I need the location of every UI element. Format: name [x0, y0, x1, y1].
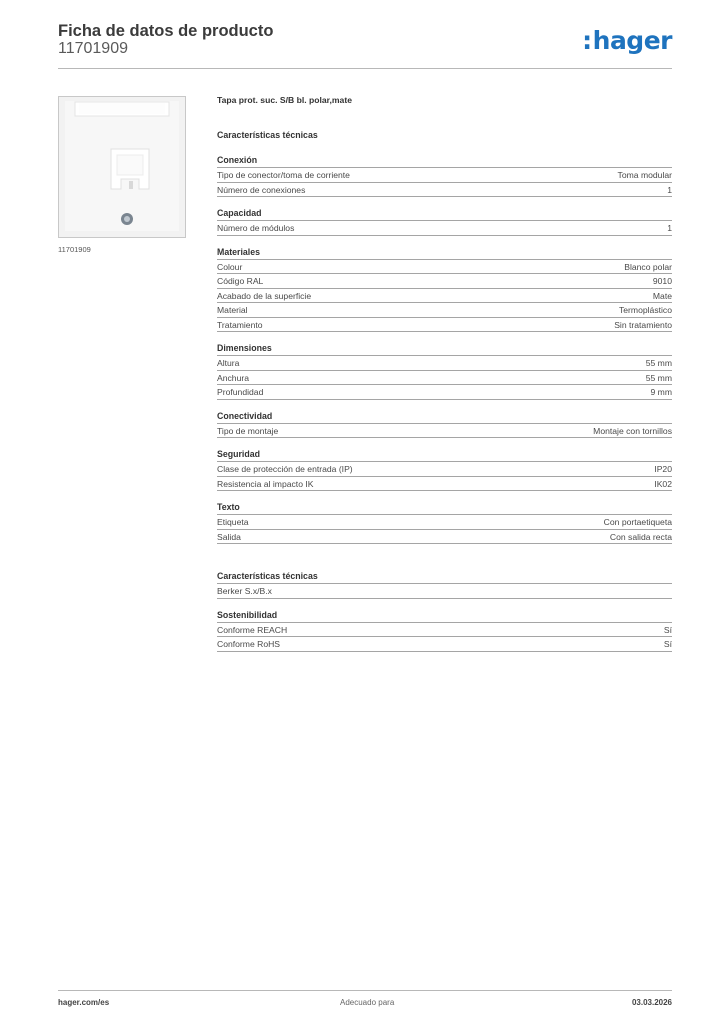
spec-label: Berker S.x/B.x — [217, 586, 272, 596]
product-name: Tapa prot. suc. S/B bl. polar,mate — [217, 95, 352, 105]
spec-label: Código RAL — [217, 276, 264, 286]
spec-row — [217, 370, 672, 385]
footer-date: 03.03.2026 — [631, 998, 672, 1007]
spec-row — [217, 259, 672, 274]
section-title: Texto — [217, 502, 240, 512]
page-title: Ficha de datos de producto — [58, 22, 274, 40]
spec-section — [217, 154, 672, 197]
technical-heading: Características técnicas — [217, 130, 318, 140]
spec-label: Número de conexiones — [217, 184, 306, 195]
spec-label: Conforme REACH — [217, 624, 288, 635]
spec-row — [217, 273, 672, 288]
spec-row — [217, 636, 672, 651]
section-title: Materiales — [217, 246, 261, 257]
spec-value: 9 mm — [650, 387, 672, 397]
spec-label: Etiqueta — [217, 517, 249, 527]
spec-value: 1 — [667, 184, 672, 195]
spec-row — [217, 317, 672, 332]
spec-label: Tipo de montaje — [217, 425, 279, 436]
spec-label: Altura — [217, 358, 240, 368]
spec-label: Acabado de la superficie — [217, 290, 312, 301]
spec-row — [217, 288, 672, 303]
spec-label: Conforme RoHS — [217, 639, 281, 649]
spec-value: Con portaetiqueta — [603, 517, 672, 527]
spec-row — [217, 461, 672, 476]
spec-row — [217, 384, 672, 399]
spec-section — [217, 448, 672, 491]
spec-value: 1 — [667, 223, 672, 233]
hager-logo: :hager — [582, 26, 672, 55]
spec-value: Sin tratamiento — [614, 319, 672, 330]
spec-label: Colour — [217, 261, 243, 272]
spec-value: Sí — [663, 639, 672, 649]
spec-value: Toma modular — [617, 170, 672, 180]
spec-section — [217, 246, 672, 333]
section-title: Características técnicas — [217, 571, 318, 581]
footer-divider — [58, 990, 672, 991]
spec-label: Salida — [217, 531, 241, 542]
section-title: Sostenibilidad — [217, 609, 278, 620]
spec-row — [217, 182, 672, 197]
spec-rows — [217, 220, 672, 236]
spec-label: Profundidad — [217, 387, 264, 397]
spec-value: Termoplástico — [618, 305, 672, 315]
spec-section — [217, 207, 672, 236]
spec-section — [217, 342, 672, 400]
spec-value: Con salida recta — [609, 531, 672, 542]
spec-row — [217, 622, 672, 637]
spec-label: Tratamiento — [217, 319, 263, 330]
spec-sections — [217, 154, 672, 652]
spec-row — [217, 529, 672, 544]
spec-rows — [217, 167, 672, 197]
spec-row — [217, 514, 672, 529]
spec-row — [217, 423, 672, 438]
spec-value: Sí — [663, 624, 672, 635]
logo-text: hager — [592, 26, 672, 55]
spec-label: Tipo de conector/toma de corriente — [217, 170, 350, 180]
section-title: Conectividad — [217, 410, 273, 421]
section-title: Conexión — [217, 155, 258, 165]
spec-label: Anchura — [217, 372, 250, 383]
header-divider — [58, 68, 672, 69]
section-title: Capacidad — [217, 208, 262, 218]
spec-row — [217, 302, 672, 317]
spec-rows — [217, 514, 672, 544]
spec-section — [217, 410, 672, 439]
spec-row — [217, 583, 672, 598]
footer-suitable: Adecuado para — [340, 998, 395, 1007]
spec-value: IK02 — [654, 478, 672, 489]
spec-row — [217, 355, 672, 370]
spec-rows — [217, 461, 672, 491]
product-image — [58, 96, 186, 238]
spec-label: Número de módulos — [217, 223, 295, 233]
spec-rows — [217, 423, 672, 439]
spec-value: 9010 — [652, 276, 672, 286]
spec-value: Blanco polar — [624, 261, 672, 272]
spec-section — [217, 501, 672, 544]
product-details — [217, 95, 672, 662]
spec-value: 55 mm — [645, 372, 672, 383]
product-code: 11701909 — [58, 40, 128, 57]
spec-rows — [217, 622, 672, 652]
footer-website: hager.com/es — [58, 998, 110, 1007]
spec-row — [217, 220, 672, 235]
spec-label: Clase de protección de entrada (IP) — [217, 464, 353, 474]
spec-label: Material — [217, 305, 248, 315]
section-gap — [217, 554, 672, 570]
spec-label: Resistencia al impacto IK — [217, 478, 314, 489]
spec-row — [217, 476, 672, 491]
spec-value: Montaje con tornillos — [593, 425, 672, 436]
spec-section — [217, 609, 672, 652]
spec-rows — [217, 259, 672, 333]
spec-value: IP20 — [654, 464, 672, 474]
spec-row — [217, 167, 672, 182]
section-title: Dimensiones — [217, 343, 272, 353]
spec-rows — [217, 583, 672, 599]
image-caption: 11701909 — [58, 245, 91, 254]
spec-value: Mate — [652, 290, 672, 301]
spec-section — [217, 570, 672, 599]
section-title: Seguridad — [217, 449, 261, 459]
spec-value: 55 mm — [645, 358, 672, 368]
spec-rows — [217, 355, 672, 400]
